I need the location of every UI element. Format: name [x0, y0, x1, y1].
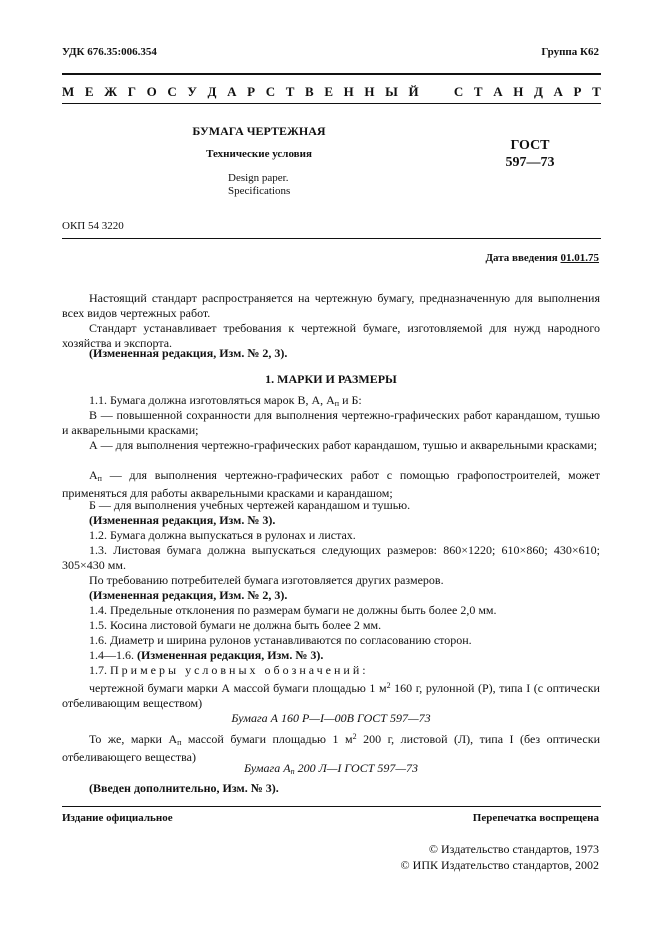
clause-1-3: 1.3. Листовая бумага должна выпускаться следующих размеров: 860×1220; 610×860; 430×610; 305×430 мм. — [62, 543, 600, 572]
clause-1-7: 1.7. Примеры условных обозначений: — [89, 663, 369, 677]
mark-a-description: А — для выполнения чертежно-графических работ карандашом, тушью и акварельными красками; — [89, 438, 598, 452]
clause-1-7-introduced-note: (Введен дополнительно, Изм. № 3). — [89, 781, 279, 795]
document-subtitle: Технические условия — [206, 148, 312, 160]
gost-label: ГОСТ — [510, 138, 550, 153]
intro-paragraph-2: Стандарт устанавливает требования к чертежной бумаге, изготовляемой для нужд народного хозяйства и экспорта. — [62, 321, 600, 350]
okp-rule — [62, 238, 601, 239]
example-2-text: То же, марки $А_п$ массой бумаги площадью 1 $м^2$ 200 г, листовой (Л), типа I (без оптически отбеливающего вещества) — [62, 732, 600, 764]
clause-1-3-note: По требованию потребителей бумага изготовляется других размеров. — [89, 573, 444, 587]
mark-v-description: В — повышенной сохранности для выполнения чертежно-графических работ карандашом, тушью и акварельными красками; — [62, 408, 600, 437]
clause-1-3-amendment: (Измененная редакция, Изм. № 2, 3). — [89, 588, 288, 602]
banner-rule — [62, 103, 601, 104]
copyright-2002: © ИПК Издательство стандартов, 2002 — [400, 858, 599, 872]
official-edition-label: Издание официальное — [62, 812, 173, 824]
intro-paragraph-1: Настоящий стандарт распространяется на чертежную бумагу, предназначенную для выполнения всех видов чертежных работ. — [62, 291, 600, 320]
document-title: БУМАГА ЧЕРТЕЖНАЯ — [192, 124, 326, 138]
english-title-line-1: Design paper. — [228, 172, 289, 184]
group-code: Группа К62 — [541, 46, 599, 58]
okp-code: ОКП 54 3220 — [62, 220, 124, 232]
clause-1-6: 1.6. Диаметр и ширина рулонов устанавливаются по согласованию сторон. — [89, 633, 472, 647]
clause-1-1-amendment: (Измененная редакция, Изм. № 3). — [89, 513, 276, 527]
clause-1-1: 1.1. Бумага должна изготовляться марок В, А, $А_п$ и Б: — [89, 393, 362, 408]
reprint-prohibited-label: Перепечатка воспрещена — [472, 812, 599, 824]
clauses-1-4-1-6-amendment: 1.4—1.6. (Измененная редакция, Изм. № 3). — [89, 648, 324, 662]
introduction-date: Дата введения 01.01.75 — [485, 252, 599, 264]
gost-number: 597—73 — [505, 155, 555, 170]
example-2-designation: Бумага $А_п$ 200 Л—I ГОСТ 597—73 — [243, 761, 419, 776]
copyright-1973: © Издательство стандартов, 1973 — [428, 842, 599, 856]
english-title-line-2: Specifications — [228, 185, 291, 197]
example-1-designation: Бумага А 160 Р—I—00В ГОСТ 597—73 — [231, 711, 431, 725]
header-rule — [62, 73, 601, 75]
example-1-text: чертежной бумаги марки А массой бумаги площадью 1 $м^2$ 160 г, рулонной (Р), типа I (с оптически отбеливающим веществом) — [62, 681, 600, 710]
intro-amendment-note: (Измененная редакция, Изм. № 2, 3). — [89, 346, 288, 360]
footer-rule — [62, 806, 601, 807]
interstate-standard-banner: М Е Ж Г О С У Д А Р С Т В Е Н Н Ы Й С Т А Н Д А Р Т — [62, 84, 601, 99]
clause-1-5: 1.5. Косина листовой бумаги не должна быть более 2 мм. — [89, 618, 382, 632]
clause-1-4: 1.4. Предельные отклонения по размерам бумаги не должны быть более 2,0 мм. — [89, 603, 497, 617]
section-heading: 1. МАРКИ И РАЗМЕРЫ — [265, 372, 397, 386]
clause-1-2: 1.2. Бумага должна выпускаться в рулонах и листах. — [89, 528, 356, 542]
mark-b-description: Б — для выполнения учебных чертежей карандашом и тушью. — [89, 498, 411, 512]
udk-code: УДК 676.35:006.354 — [62, 46, 157, 58]
mark-an-description: $А_п$ — для выполнения чертежно-графических работ с помощью графопостроителей, может применяться для работы акварельными красками и карандашом; — [62, 468, 600, 500]
